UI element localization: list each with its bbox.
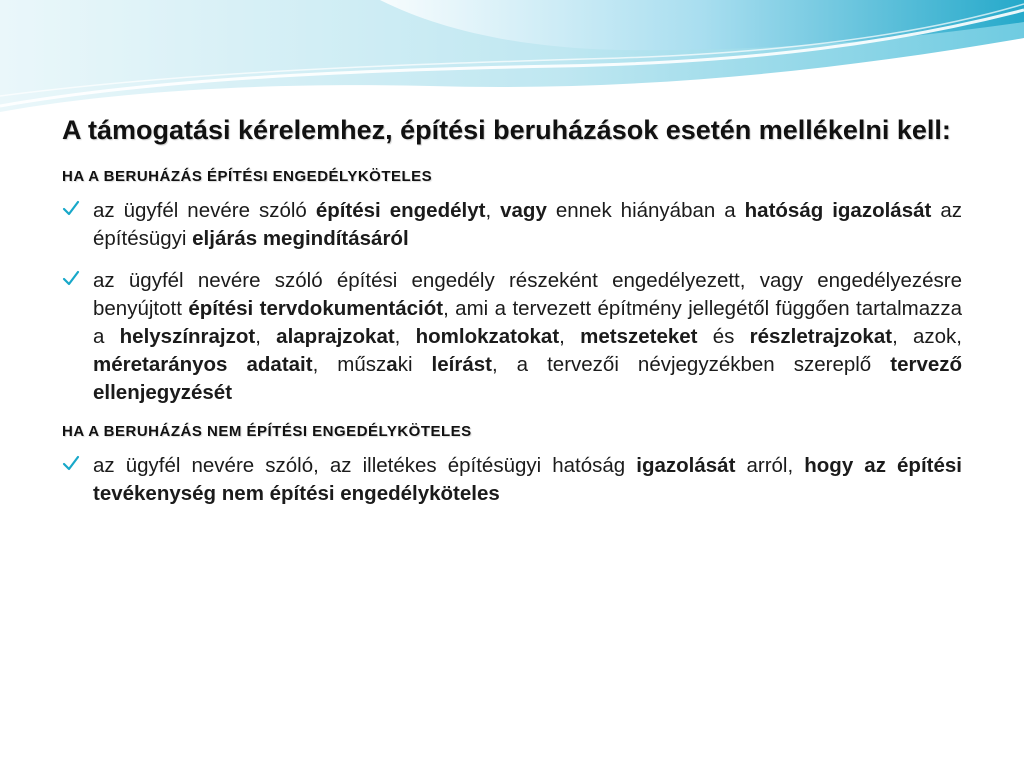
text-segment: az ügyfél nevére szóló, az illetékes építésügyi hatóság [93, 454, 637, 477]
text-segment: arról, [735, 454, 805, 477]
bullet-list [62, 452, 962, 508]
list-item [62, 267, 962, 407]
text-segment: , műsz [312, 353, 387, 376]
header-wave-decoration [0, 0, 1024, 120]
text-segment: és [697, 325, 750, 348]
bullet-text [93, 452, 962, 508]
bold-text-segment: vagy [500, 199, 547, 222]
bullet-text [93, 197, 962, 253]
text-segment: ki [397, 353, 432, 376]
bold-text-segment: homlokzatokat [415, 325, 560, 348]
text-segment: az ügyfél nevére szóló [93, 199, 316, 222]
checkmark-icon [62, 454, 80, 472]
bold-text-segment: alaprajzokat [276, 325, 395, 348]
list-item [62, 452, 962, 508]
bold-text-segment: hatóság igazolását [744, 199, 932, 222]
bullet-text [93, 267, 962, 407]
slide-title: A támogatási kérelemhez, építési beruházások esetén mellékelni kell: [62, 115, 951, 145]
slide-content [62, 112, 962, 524]
bold-text-segment: építési tervdokumentációt [188, 297, 444, 320]
sections-container [62, 168, 962, 508]
text-segment: , ami a tervezett építmény jellegétől függően tartalmazza a [93, 297, 962, 348]
text-segment: az ügyfél nevére szóló építési engedély részeként engedélyezett, vagy engedélyezésre benyújtott [93, 269, 962, 320]
text-segment: , [394, 325, 416, 348]
bold-text-segment: leírást [431, 353, 492, 376]
bold-text-segment: eljárás megindításáról [192, 227, 409, 250]
text-segment: az építésügyi [93, 199, 962, 250]
text-segment: , azok, [892, 325, 962, 348]
section-heading: HA A BERUHÁZÁS ÉPÍTÉSI ENGEDÉLYKÖTELES [62, 168, 433, 185]
section-heading: HA A BERUHÁZÁS NEM ÉPÍTÉSI ENGEDÉLYKÖTELES [62, 423, 472, 440]
text-segment: , [559, 325, 581, 348]
bold-text-segment: helyszínrajzot [119, 325, 256, 348]
list-item [62, 197, 962, 253]
checkmark-icon [62, 199, 80, 217]
bold-text-segment: a [386, 353, 398, 376]
bold-text-segment: méretarányos adatait [93, 353, 313, 376]
bold-text-segment: igazolását [636, 454, 736, 477]
text-segment: , [485, 199, 501, 222]
checkmark-icon [62, 269, 80, 287]
text-segment: ennek hiányában a [546, 199, 745, 222]
bold-text-segment: hogy az építési tevékenység nem építési engedélyköteles [93, 454, 962, 505]
text-segment: , a tervezői névjegyzékben szereplő [491, 353, 891, 376]
bold-text-segment: tervező ellenjegyzését [93, 353, 963, 404]
bullet-list [62, 197, 962, 407]
text-segment: , [255, 325, 277, 348]
bold-text-segment: részletrajzokat [749, 325, 893, 348]
bold-text-segment: építési engedélyt [315, 199, 486, 222]
bold-text-segment: metszeteket [580, 325, 698, 348]
